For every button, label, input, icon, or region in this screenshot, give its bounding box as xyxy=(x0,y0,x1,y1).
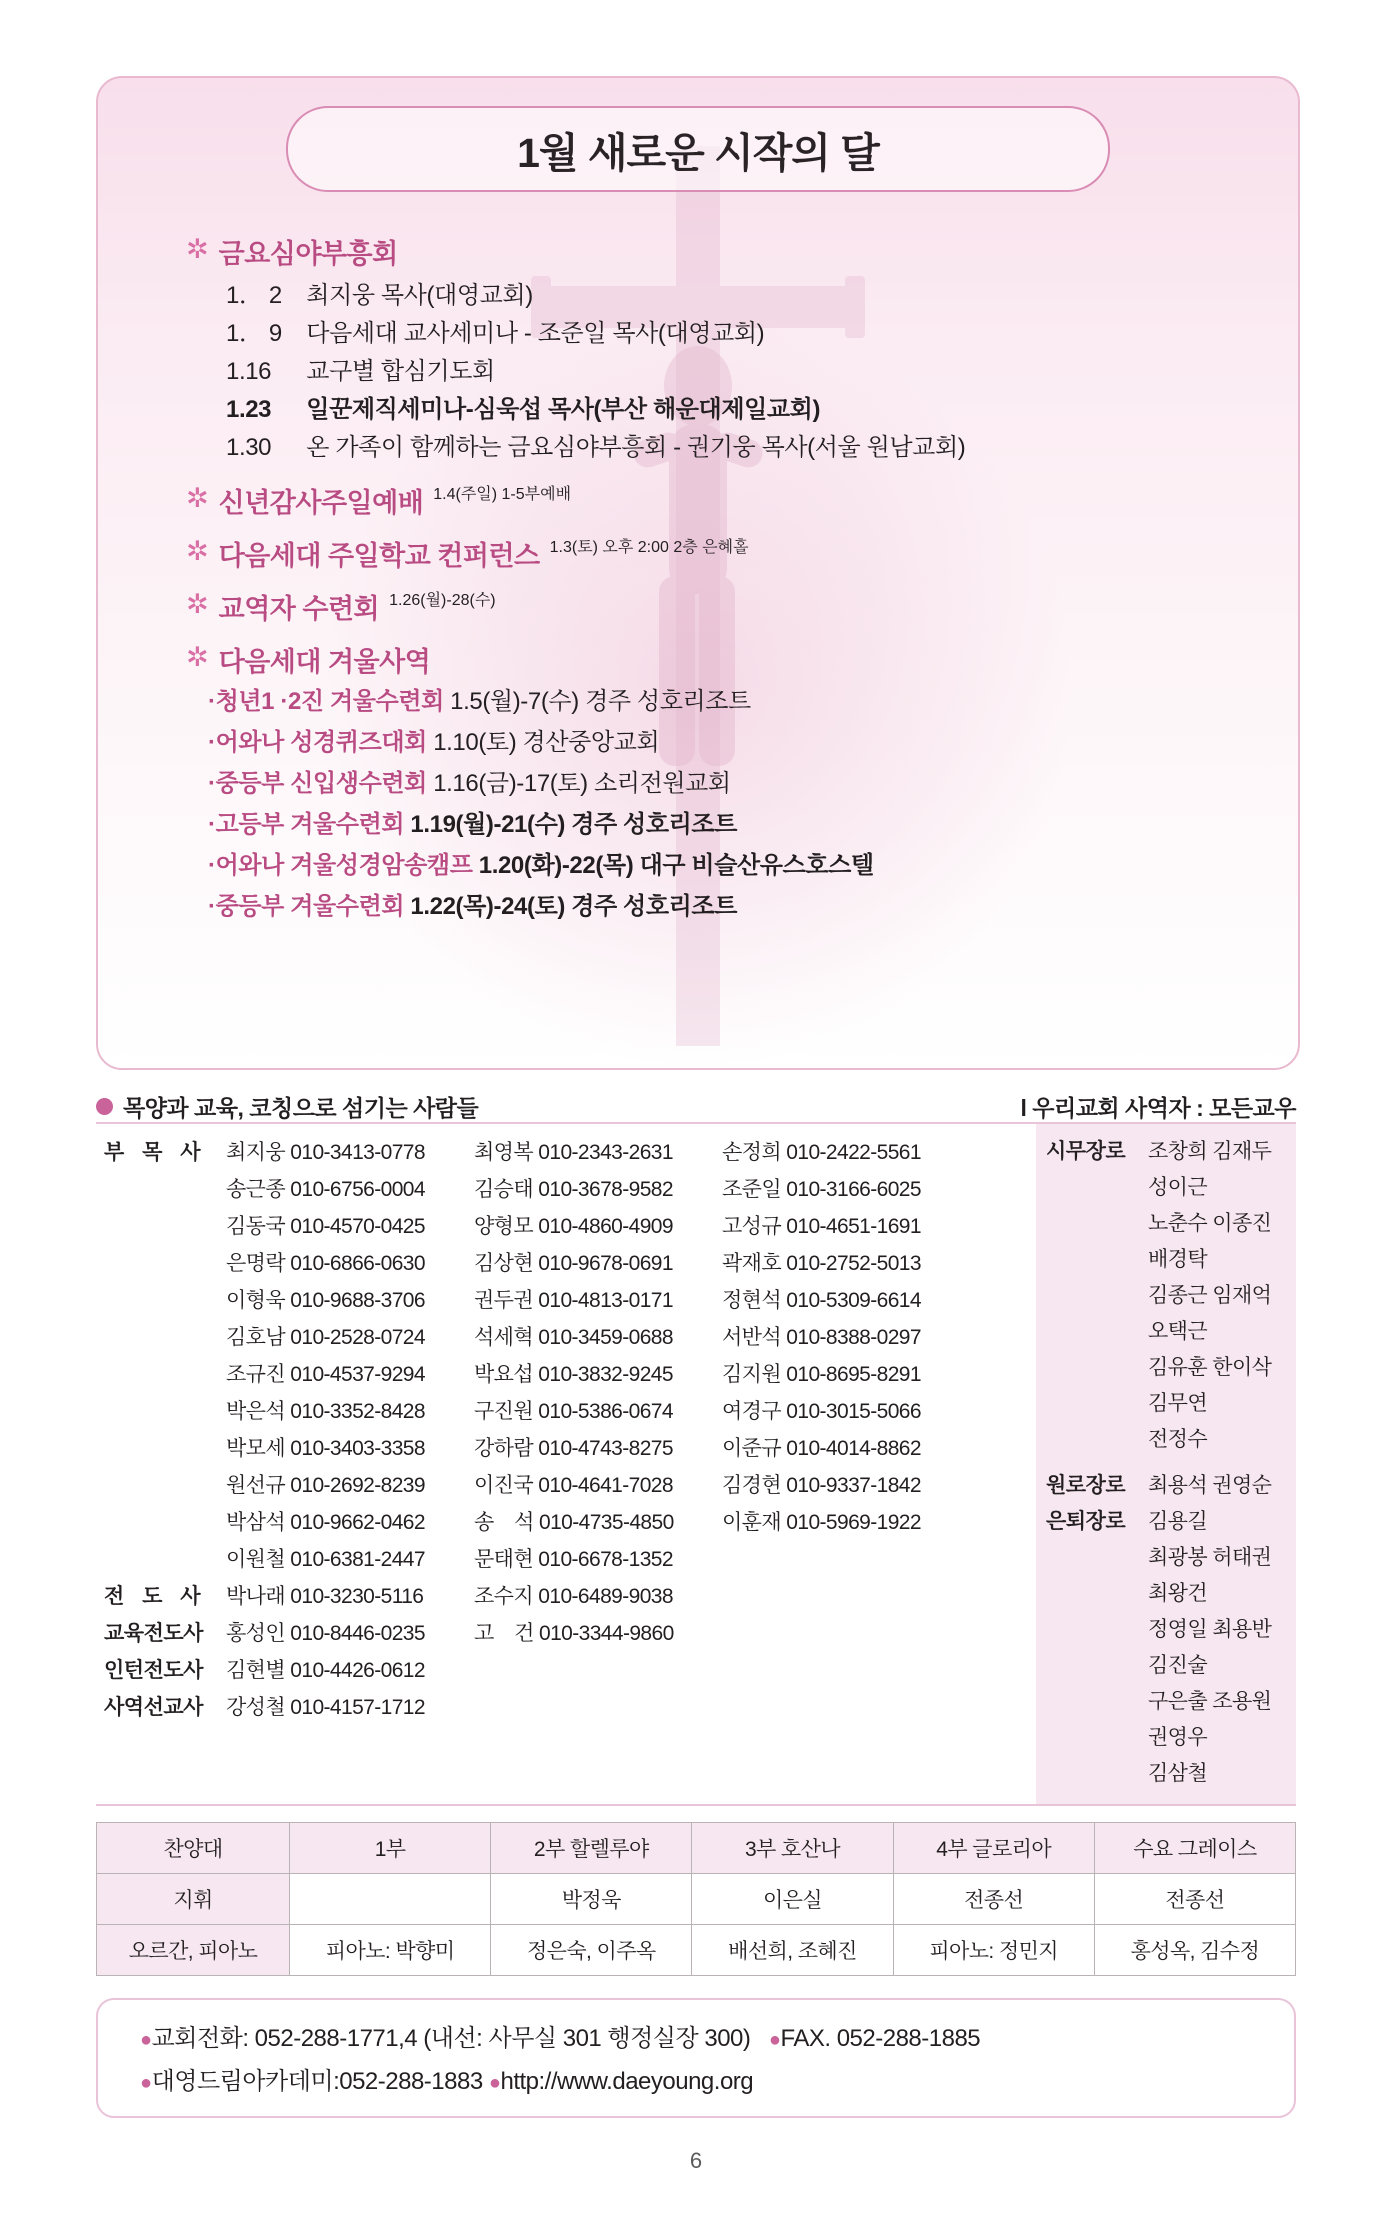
contact-footer xyxy=(96,1998,1296,2118)
staff-name: 곽재호 010-2752-5013 xyxy=(722,1252,921,1275)
asterisk-icon: ✲ xyxy=(186,589,209,619)
elder-line: 최용석 권영순 김용길 xyxy=(1148,1474,1272,1533)
asterisk-icon: ✲ xyxy=(186,642,209,672)
elder-line: 김삼철 xyxy=(1148,1762,1208,1785)
bullet-dot-icon xyxy=(96,1098,113,1115)
schedule-date: 1． 9 xyxy=(226,320,282,347)
section-title: 교역자 수련회 xyxy=(218,594,380,624)
elder-line: 노춘수 이종진 배경탁 xyxy=(1148,1212,1272,1271)
academy-phone: 대영드림아카데미:052-288-1883 xyxy=(151,2068,483,2095)
section-subtitle: 1.3(토) 오후 2:00 2층 은혜홀 xyxy=(549,539,749,556)
staff-name: 여경구 010-3015-5066 xyxy=(722,1400,921,1423)
table-cell: 배선희, 조혜진 xyxy=(692,1925,893,1976)
section-subtitle: 1.4(주일) 1-5부예배 xyxy=(433,486,572,503)
schedule-row xyxy=(226,277,1298,315)
table-cell: 피아노: 정민지 xyxy=(893,1925,1094,1976)
asterisk-icon: ✲ xyxy=(186,536,209,566)
elders-retired-group xyxy=(1036,1458,1296,1792)
staff-heading-left-text: 목양과 교육, 코칭으로 섬기는 사람들 xyxy=(123,1095,479,1121)
section-pastors-retreat xyxy=(98,587,1298,626)
schedule-date: 1． 2 xyxy=(226,282,282,309)
staff-name: 박모세 010-3403-3358 xyxy=(226,1437,425,1460)
schedule-row xyxy=(226,315,1298,353)
staff-group-associate-pastors xyxy=(96,1124,1036,1578)
winter-item-detail: 1.5(월)-7(수) 경주 성호리조트 xyxy=(450,688,751,715)
staff-name xyxy=(722,1541,970,1578)
table-cell: 3부 호산나 xyxy=(692,1823,893,1874)
staff-name: 이준규 010-4014-8862 xyxy=(722,1437,921,1460)
schedule-date: 1.30 xyxy=(226,434,272,461)
staff-name: 서반석 010-8388-0297 xyxy=(722,1326,921,1349)
contact-line-1 xyxy=(98,2018,1294,2061)
elder-line: 김유훈 한이삭 김무연 xyxy=(1148,1356,1272,1415)
staff-group-missionaries xyxy=(96,1689,1036,1726)
staff-name: 이원철 010-6381-2447 xyxy=(226,1548,425,1571)
staff-name: 이진국 010-4641-7028 xyxy=(474,1474,673,1497)
staff-name: 김호남 010-2528-0724 xyxy=(226,1326,425,1349)
winter-item-detail: 1.16(금)-17(토) 소리전원교회 xyxy=(433,770,731,797)
staff-name: 조규진 010-4537-9294 xyxy=(226,1363,425,1386)
bullet-dot-icon: ● xyxy=(768,2029,781,2051)
staff-heading-right-text: l 우리교회 사역자 : 모든교우 xyxy=(1020,1095,1296,1121)
staff-name: 강하람 010-4743-8275 xyxy=(474,1437,673,1460)
staff-name: 고성규 010-4651-1691 xyxy=(722,1215,921,1238)
table-cell: 박정욱 xyxy=(491,1874,692,1925)
elders-serving-label: 시무장로 xyxy=(1046,1140,1126,1163)
bullet-dot-icon: ● xyxy=(140,2072,152,2094)
staff-name: 양형모 010-4860-4909 xyxy=(474,1215,673,1238)
staff-name: 김승태 010-3678-9582 xyxy=(474,1178,673,1201)
table-cell: 이은실 xyxy=(692,1874,893,1925)
section-subtitle: 1.26(월)-28(수) xyxy=(389,592,496,609)
staff-name: 박요섭 010-3832-9245 xyxy=(474,1363,673,1386)
staff-group-label: 교육전도사 xyxy=(104,1622,203,1645)
table-cell: 찬양대 xyxy=(97,1823,290,1874)
elder-line: 조창희 김재두 성이근 xyxy=(1148,1140,1272,1199)
winter-item xyxy=(208,845,1298,886)
table-cell: 4부 글로리아 xyxy=(893,1823,1094,1874)
staff-name: 구진원 010-5386-0674 xyxy=(474,1400,673,1423)
elders-column xyxy=(1036,1124,1296,1804)
staff-name: 박삼석 010-9662-0462 xyxy=(226,1511,425,1534)
bullet-dot-icon: ● xyxy=(140,2029,152,2051)
page-title xyxy=(286,106,1110,192)
section-title: 다음세대 주일학교 컨퍼런스 xyxy=(218,541,540,571)
winter-item-detail: 1.22(목)-24(토) 경주 성호리조트 xyxy=(410,893,737,920)
page-number: 6 xyxy=(689,2148,703,2173)
staff-name: 손정희 010-2422-5561 xyxy=(722,1141,921,1164)
asterisk-icon: ✲ xyxy=(186,234,209,264)
table-cell: 1부 xyxy=(290,1823,491,1874)
table-cell: 정은숙, 이주옥 xyxy=(491,1925,692,1976)
staff-name: 조수지 010-6489-9038 xyxy=(474,1585,673,1608)
staff-group-label: 사역선교사 xyxy=(104,1696,203,1719)
asterisk-icon: ✲ xyxy=(186,483,209,513)
staff-name: 원선규 010-2692-8239 xyxy=(226,1474,425,1497)
winter-item-detail: 1.20(화)-22(목) 대구 비슬산유스호스텔 xyxy=(478,852,874,879)
schedule-text: 교구별 합심기도회 xyxy=(306,358,495,385)
staff-name: 문태현 010-6678-1352 xyxy=(474,1548,673,1571)
schedule-row xyxy=(226,353,1298,391)
staff-group-education-evangelists xyxy=(96,1615,1036,1652)
staff-group-label: 인턴전도사 xyxy=(104,1659,203,1682)
elders-retired-label-line1: 원로장로 xyxy=(1046,1474,1126,1497)
schedule-content xyxy=(98,218,1298,927)
staff-name: 이형욱 010-9688-3706 xyxy=(226,1289,425,1312)
staff-name-grid xyxy=(226,1134,1036,1578)
winter-item xyxy=(208,681,1298,722)
table-cell: 2부 할렐루야 xyxy=(491,1823,692,1874)
elder-line: 구은출 조용원 권영우 xyxy=(1148,1690,1272,1749)
schedule-row xyxy=(226,429,1298,467)
church-fax: FAX. 052-288-1885 xyxy=(780,2025,981,2052)
staff-name: 김경현 010-9337-1842 xyxy=(722,1474,921,1497)
table-cell xyxy=(290,1874,491,1925)
schedule-row xyxy=(226,391,1298,429)
table-cell: 전종선 xyxy=(893,1874,1094,1925)
staff-name: 김현별 010-4426-0612 xyxy=(226,1659,425,1682)
church-phone: 교회전화: 052-288-1771,4 (내선: 사무실 301 행정실장 300) xyxy=(151,2025,751,2052)
staff-name: 조준일 010-3166-6025 xyxy=(722,1178,921,1201)
winter-item-name: ·중등부 신입생수련회 xyxy=(208,770,427,797)
staff-left-column xyxy=(96,1124,1036,1804)
staff-name: 이훈재 010-5969-1922 xyxy=(722,1511,921,1534)
elder-line: 정영일 최용반 김진술 xyxy=(1148,1618,1272,1677)
staff-name: 김상현 010-9678-0691 xyxy=(474,1252,673,1275)
section-new-year-service xyxy=(98,481,1298,520)
staff-name: 최영복 010-2343-2631 xyxy=(474,1141,673,1164)
winter-item xyxy=(208,722,1298,763)
elder-line: 최광봉 허태권 최왕건 xyxy=(1148,1546,1272,1605)
winter-item-name: ·중등부 겨울수련회 xyxy=(208,893,405,920)
schedule-date: 1.23 xyxy=(226,396,272,423)
section-title: 다음세대 겨울사역 xyxy=(218,647,431,677)
staff-name: 석세혁 010-3459-0688 xyxy=(474,1326,673,1349)
table-cell: 피아노: 박향미 xyxy=(290,1925,491,1976)
winter-item-detail: 1.10(토) 경산중앙교회 xyxy=(433,729,660,756)
section-friday-revival xyxy=(98,232,1298,467)
staff-name: 홍성인 010-8446-0235 xyxy=(226,1622,425,1645)
staff-name: 김지원 010-8695-8291 xyxy=(722,1363,921,1386)
staff-name: 송근종 010-6756-0004 xyxy=(226,1178,425,1201)
staff-directory xyxy=(96,1122,1296,1806)
staff-name: 최지웅 010-3413-0778 xyxy=(226,1141,425,1164)
table-cell: 오르간, 피아노 xyxy=(97,1925,290,1976)
table-row xyxy=(97,1874,1296,1925)
schedule-text: 최지웅 목사(대영교회) xyxy=(306,282,533,309)
winter-item xyxy=(208,886,1298,927)
contact-line-2 xyxy=(98,2061,1294,2104)
choir-table xyxy=(96,1822,1296,1976)
schedule-text: 다음세대 교사세미나 - 조준일 목사(대영교회) xyxy=(306,320,765,347)
winter-item xyxy=(208,763,1298,804)
staff-name: 김동국 010-4570-0425 xyxy=(226,1215,425,1238)
section-title: 신년감사주일예배 xyxy=(218,488,424,518)
schedule-text: 일꾼제직세미나-심욱섭 목사(부산 해운대제일교회) xyxy=(306,396,821,423)
staff-group-label: 부 목 사 xyxy=(104,1141,207,1164)
section-title: 금요심야부흥회 xyxy=(218,239,398,269)
winter-item xyxy=(208,804,1298,845)
staff-name: 강성철 010-4157-1712 xyxy=(226,1696,425,1719)
staff-heading xyxy=(96,1090,1296,1123)
table-row xyxy=(97,1823,1296,1874)
staff-name: 송 석 010-4735-4850 xyxy=(474,1511,674,1534)
winter-item-name: ·어와나 성경퀴즈대회 xyxy=(208,729,427,756)
table-cell: 전종선 xyxy=(1094,1874,1295,1925)
staff-name: 박나래 010-3230-5116 xyxy=(226,1585,424,1608)
table-row xyxy=(97,1925,1296,1976)
winter-item-name: ·고등부 겨울수련회 xyxy=(208,811,405,838)
staff-name: 박은석 010-3352-8428 xyxy=(226,1400,425,1423)
elders-retired-names xyxy=(1148,1468,1296,1792)
staff-name: 고 건 010-3344-9860 xyxy=(474,1622,674,1645)
page-title-text: 1월 새로운 시작의 달 xyxy=(517,129,879,176)
church-website[interactable]: http://www.daeyoung.org xyxy=(500,2068,754,2095)
winter-item-detail: 1.19(월)-21(수) 경주 성호리조트 xyxy=(410,811,737,838)
elders-serving-group xyxy=(1036,1124,1296,1458)
section-next-gen-conference xyxy=(98,534,1298,573)
table-cell: 홍성옥, 김수정 xyxy=(1094,1925,1295,1976)
staff-name: 은명락 010-6866-0630 xyxy=(226,1252,425,1275)
elder-line: 전정수 xyxy=(1148,1428,1208,1451)
section-winter-ministry xyxy=(98,640,1298,927)
bullet-dot-icon: ● xyxy=(488,2072,501,2094)
staff-group-intern-evangelists xyxy=(96,1652,1036,1689)
staff-name: 권두권 010-4813-0171 xyxy=(474,1289,673,1312)
winter-item-name: ·어와나 겨울성경암송캠프 xyxy=(208,852,473,879)
elder-line: 김종근 임재억 오택근 xyxy=(1148,1284,1272,1343)
elders-serving-names xyxy=(1148,1134,1296,1458)
staff-group-evangelists xyxy=(96,1578,1036,1615)
table-cell: 지휘 xyxy=(97,1874,290,1925)
schedule-panel xyxy=(96,76,1300,1070)
schedule-text: 온 가족이 함께하는 금요심야부흥회 - 권기웅 목사(서울 원남교회) xyxy=(306,434,966,461)
elders-retired-label-line2: 은퇴장로 xyxy=(1046,1510,1126,1533)
staff-group-label: 전 도 사 xyxy=(104,1585,207,1608)
winter-item-name: ·청년1 ·2진 겨울수련회 xyxy=(208,688,444,715)
table-cell: 수요 그레이스 xyxy=(1094,1823,1295,1874)
staff-name: 정현석 010-5309-6614 xyxy=(722,1289,921,1312)
elders-retired-label xyxy=(1036,1468,1148,1792)
schedule-date: 1.16 xyxy=(226,358,272,385)
